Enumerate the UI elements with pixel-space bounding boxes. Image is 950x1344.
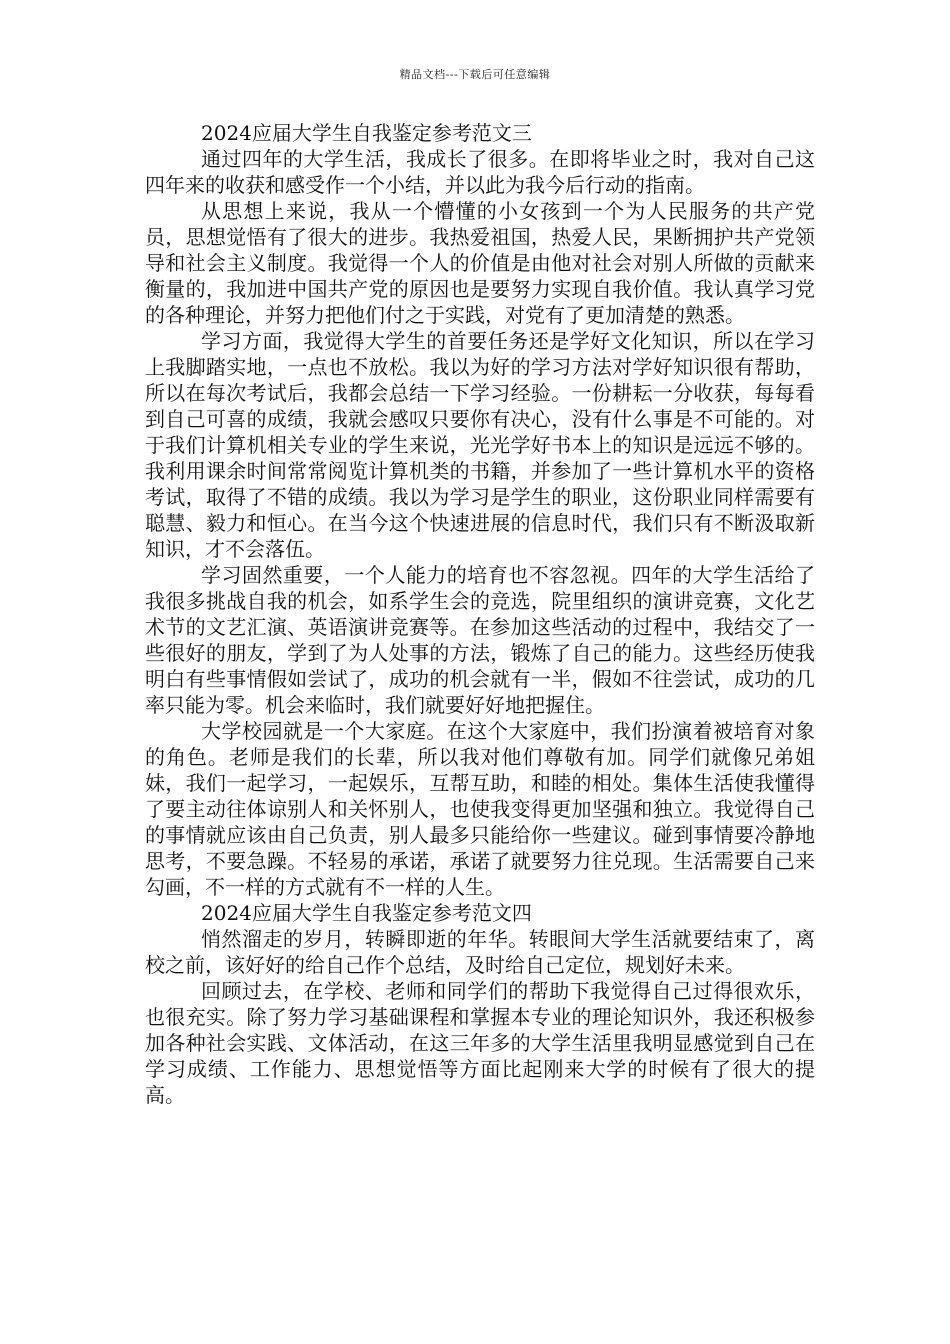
section-three-title: 2024应届大学生自我鉴定参考范文三 — [201, 121, 532, 145]
paragraph: 回顾过去，在学校、老师和同学们的帮助下我觉得自己过得很欢乐，也很充实。除了努力学习基础课程和掌握本专业的理论知识外，我还积极参加各种社会实践、文体活动，在这三年多的大学生活里我明显感觉到自己在学习成绩、工作能力、思想觉悟等方面比起刚来大学的时候有了很大的提高。 — [145, 979, 815, 1107]
paragraph: 学习固然重要，一个人能力的培育也不容忽视。四年的大学生活给了我很多挑战自我的机会，如系学生会的竞选，院里组织的演讲竞赛，文化艺术节的文艺汇演、英语演讲竞赛等。在参加这些活动的过程中，我结交了一些很好的朋友，学到了为人处事的方法，锻炼了自己的能力。这些经历使我明白有些事情假如尝试了，成功的机会就有一半，假如不往尝试，成功的几率只能为零。机会来临时，我们就要好好地把握住。 — [145, 563, 815, 717]
section-four — [145, 900, 815, 1108]
section-three — [145, 120, 815, 900]
paragraph: 学习方面，我觉得大学生的首要任务还是学好文化知识，所以在学习上我脚踏实地，一点也不放松。我以为好的学习方法对学好知识很有帮助，所以在每次考试后，我都会总结一下学习经验。一份耕耘一分收获，每每看到自己可喜的成绩，我就会感叹只要你有决心，没有什么事是不可能的。对于我们计算机相关专业的学生来说，光光学好书本上的知识是远远不够的。我利用课余时间常常阅览计算机类的书籍，并参加了一些计算机水平的资格考试，取得了不错的成绩。我以为学习是学生的职业，这份职业同样需要有聪慧、毅力和恒心。在当今这个快速进展的信息时代，我们只有不断汲取新知识，才不会落伍。 — [145, 329, 815, 561]
paragraph: 通过四年的大学生活，我成长了很多。在即将毕业之时，我对自己这四年来的收获和感受作一个小结，并以此为我今后行动的指南。 — [145, 147, 815, 197]
section-four-title: 2024应届大学生自我鉴定参考范文四 — [201, 901, 532, 925]
paragraph: 悄然溜走的岁月，转瞬即逝的年华。转眼间大学生活就要结束了，离校之前，该好好的给自己作个总结，及时给自己定位，规划好未来。 — [145, 927, 815, 977]
paragraph: 大学校园就是一个大家庭。在这个大家庭中，我们扮演着被培育对象的角色。老师是我们的长辈，所以我对他们尊敬有加。同学们就像兄弟姐妹，我们一起学习，一起娱乐，互帮互助，和睦的相处。集体生活使我懂得了要主动往体谅别人和关怀别人，也使我变得更加坚强和独立。我觉得自己的事情就应该由自己负责，别人最多只能给你一些建议。碰到事情要冷静地思考，不要急躁。不轻易的承诺，承诺了就要努力往兑现。生活需要自己来勾画，不一样的方式就有不一样的人生。 — [145, 719, 815, 899]
page-header: 精品文档---下载后可任意编辑 — [399, 68, 551, 81]
document-body — [145, 120, 815, 1108]
paragraph: 从思想上来说，我从一个懵懂的小女孩到一个为人民服务的共产党员，思想觉悟有了很大的进步。我热爱祖国，热爱人民，果断拥护共产党领导和社会主义制度。我觉得一个人的价值是由他对社会对别人所做的贡献来衡量的，我加进中国共产党的原因也是要努力实现自我价值。我认真学习党的各种理论，并努力把他们付之于实践，对党有了更加清楚的熟悉。 — [145, 199, 815, 327]
